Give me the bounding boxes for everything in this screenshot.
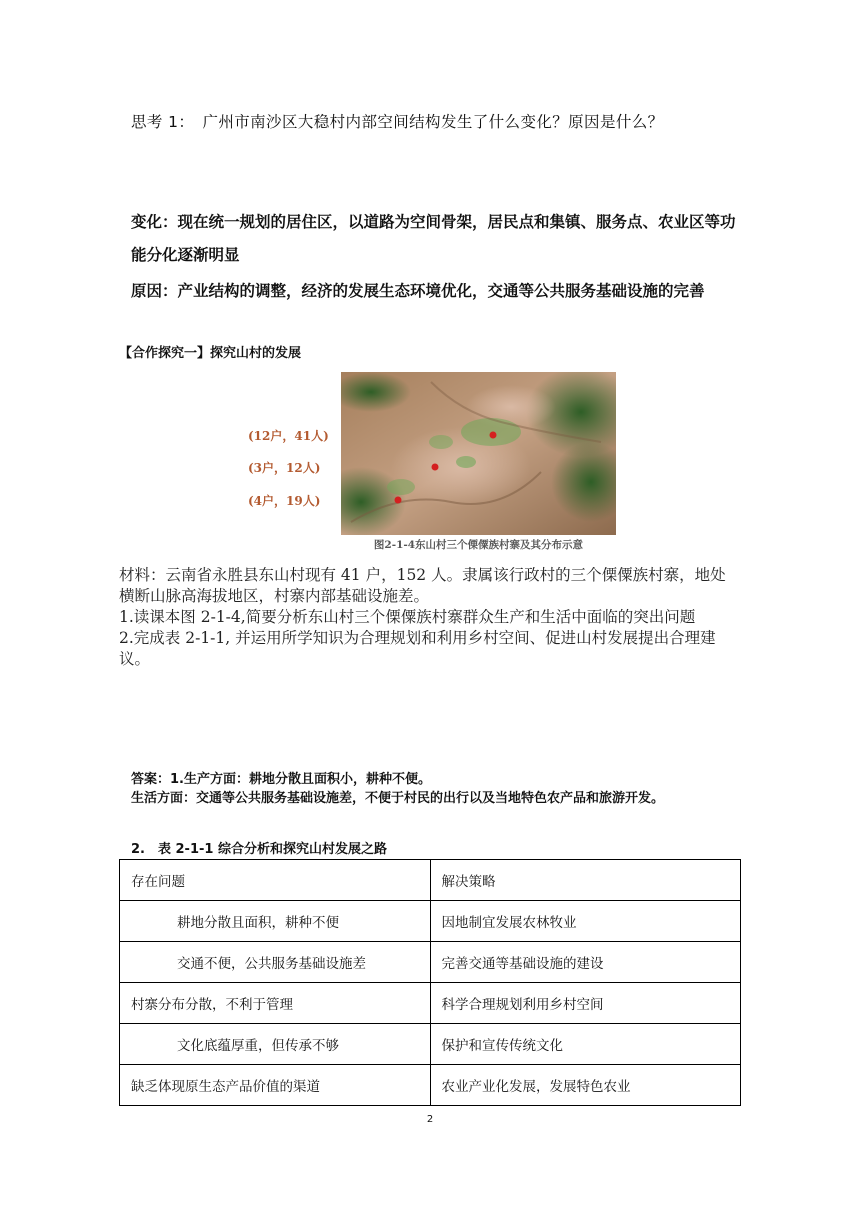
question-2: 2.完成表 2-1-1, 并运用所学知识为合理规划和利用乡村空间、促进山村发展提出合理建议。 <box>119 629 716 668</box>
think-question: 思考 1： 广州市南沙区大稳村内部空间结构发生了什么变化？原因是什么？ <box>131 113 664 131</box>
table-row <box>120 942 741 983</box>
problem-cell: 缺乏体现原生态产品价值的渠道 <box>120 1065 431 1106</box>
table-title: 2. 表 2-1-1 综合分析和探究山村发展之路 <box>131 842 387 857</box>
village-label-3: (4户，19人) <box>248 494 321 508</box>
village-marker-2 <box>432 464 439 471</box>
problem-cell: 村寨分布分散，不利于管理 <box>120 983 431 1024</box>
village-marker-1 <box>490 432 497 439</box>
page-number: 2 <box>426 1114 434 1125</box>
question-1: 1.读课本图 2-1-4,简要分析东山村三个傈僳族村寨群众生产和生活中面临的突出问题 <box>119 608 696 626</box>
strategy-cell: 保护和宣传传统文化 <box>430 1024 741 1065</box>
material-text: 材料：云南省永胜县东山村现有 41 户，152 人。隶属该行政村的三个傈僳族村寨，地处横断山脉高海拔地区，村寨内部基础设施差。 <box>119 566 726 605</box>
analysis-table <box>119 859 741 1106</box>
reason-paragraph: 原因：产业结构的调整，经济的发展生态环境优化，交通等公共服务基础设施的完善 <box>131 282 705 300</box>
strategy-cell: 因地制宜发展农林牧业 <box>430 901 741 942</box>
answer-line-1: 答案：1.生产方面：耕地分散且面积小，耕种不便。 <box>131 772 431 787</box>
village-label-1: (12户，41人) <box>248 429 329 443</box>
change-paragraph: 变化：现在统一规划的居住区，以道路为空间骨架，居民点和集镇、服务点、农业区等功能分化逐渐明显 <box>131 213 736 264</box>
table-header-row <box>120 860 741 901</box>
village-label-2: (3户，12人) <box>248 461 321 475</box>
table-row <box>120 1024 741 1065</box>
cooperative-inquiry-title: 【合作探究一】探究山村的发展 <box>119 346 302 361</box>
figure-caption: 图2-1-4东山村三个傈僳族村寨及其分布示意 <box>373 539 584 551</box>
strategy-cell: 完善交通等基础设施的建设 <box>430 942 741 983</box>
strategy-cell: 科学合理规划利用乡村空间 <box>430 983 741 1024</box>
answer-section <box>131 770 743 808</box>
satellite-map-image <box>341 372 616 535</box>
table-row <box>120 1065 741 1106</box>
table-header-cell: 解决策略 <box>430 860 741 901</box>
answer-line-2: 生活方面：交通等公共服务基础设施差，不便于村民的出行以及当地特色农产品和旅游开发。 <box>131 791 665 806</box>
strategy-cell: 农业产业化发展，发展特色农业 <box>430 1065 741 1106</box>
problem-cell: 文化底蕴厚重，但传承不够 <box>120 1024 431 1065</box>
problem-cell: 交通不便，公共服务基础设施差 <box>120 942 431 983</box>
problem-cell: 耕地分散且面积，耕种不便 <box>120 901 431 942</box>
village-marker-3 <box>395 497 402 504</box>
table-header-cell: 存在问题 <box>120 860 431 901</box>
table-row <box>120 901 741 942</box>
material-section <box>119 565 741 670</box>
table-row <box>120 983 741 1024</box>
